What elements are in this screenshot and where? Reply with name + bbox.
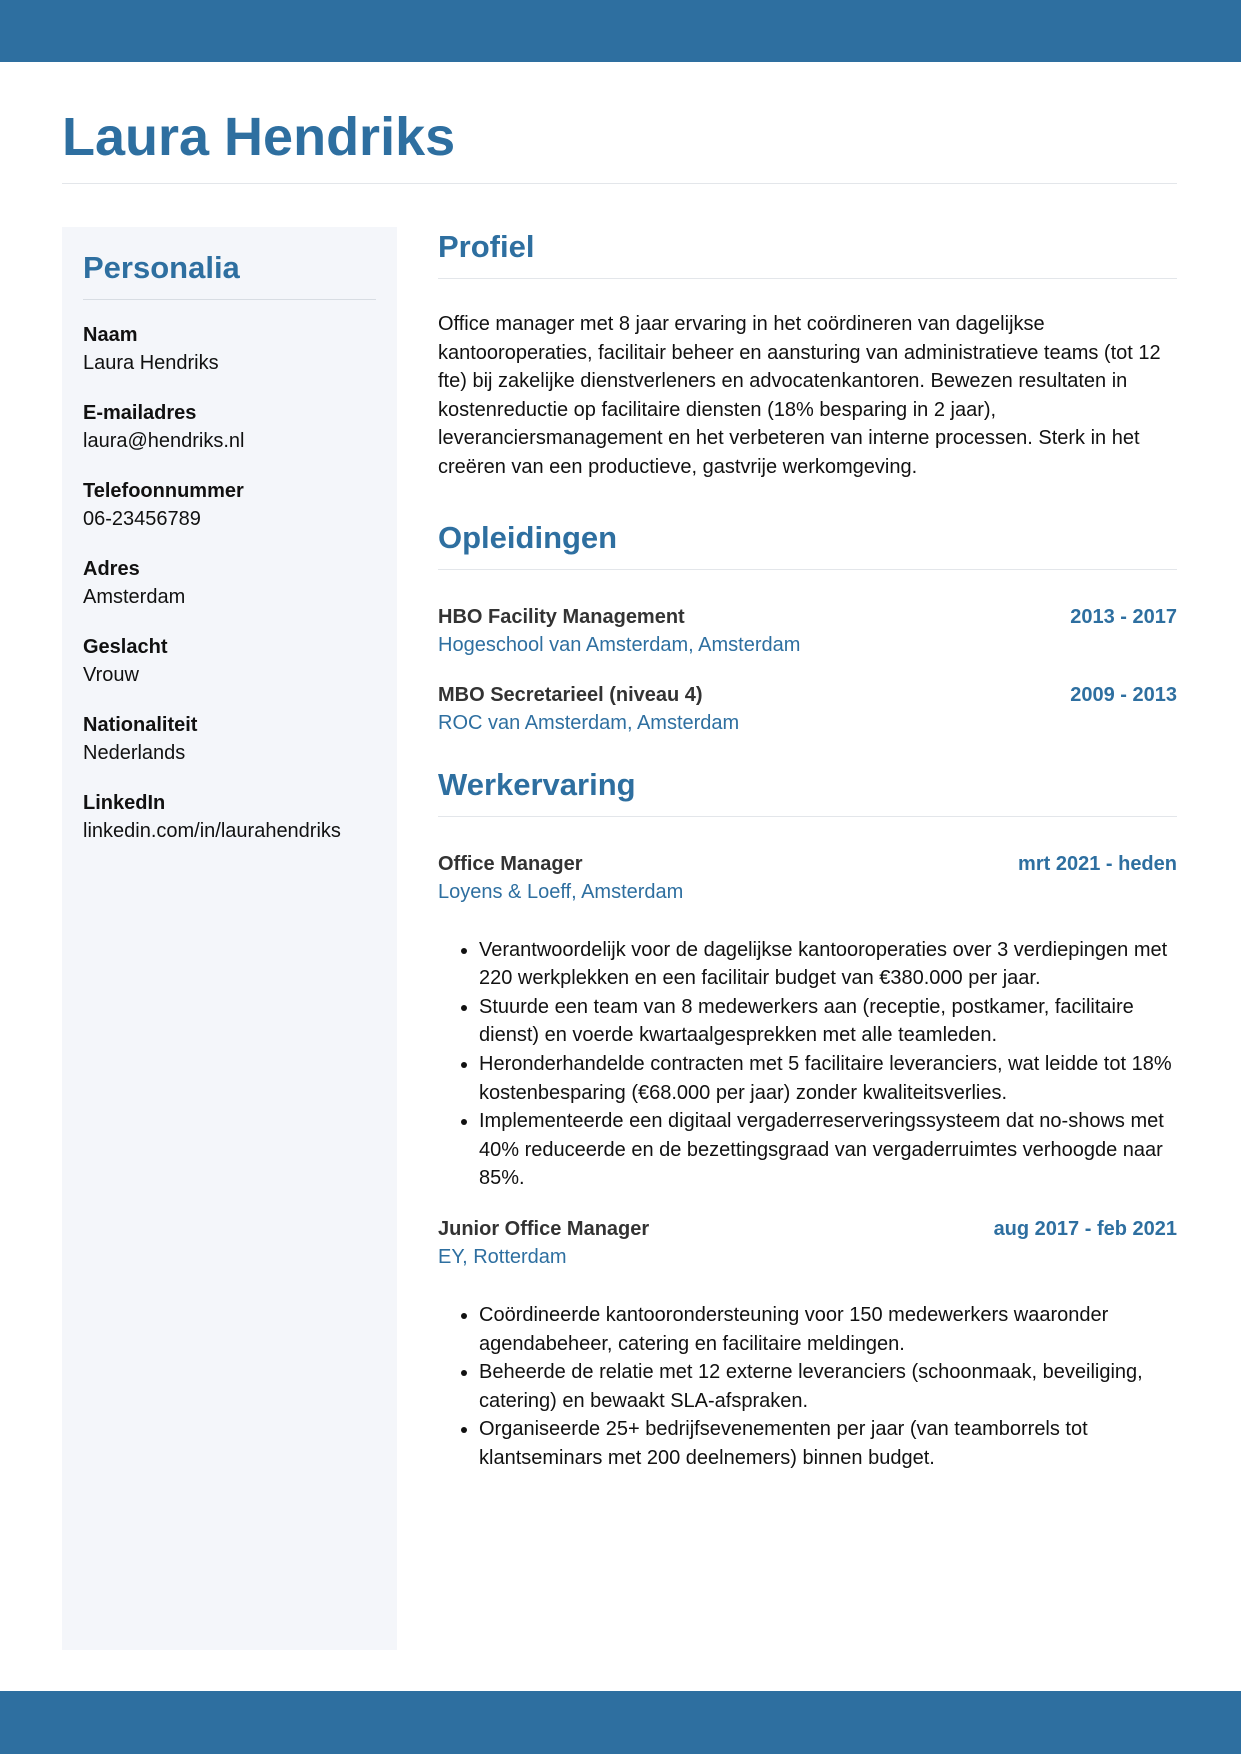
education-entry <box>438 603 1177 659</box>
job-bullet: • Implementeerde een digitaal vergaderreserveringssysteem dat no-shows met 40% reduceerde en de bezettingsgraad van vergaderruimtes verhoogde naar 85%. <box>479 1107 1177 1193</box>
job-employer: Loyens & Loeff, Amsterdam <box>438 880 684 903</box>
education-institution: ROC van Amsterdam, Amsterdam <box>438 711 740 734</box>
education-title: HBO Facility Management <box>438 605 685 628</box>
sidebar-heading: Personalia <box>83 250 240 285</box>
education-institution: Hogeschool van Amsterdam, Amsterdam <box>438 633 801 656</box>
sidebar <box>62 227 397 1650</box>
personal-item-email <box>83 399 383 477</box>
experience-list <box>438 850 1177 1473</box>
section-divider <box>438 569 1177 570</box>
job-entry <box>438 1215 1177 1473</box>
section-heading-opleidingen: Opleidingen <box>438 519 618 555</box>
personal-details-list <box>83 321 383 867</box>
education-list <box>438 603 1177 737</box>
job-title: Junior Office Manager <box>438 1217 650 1240</box>
personal-item-linkedin <box>83 789 383 867</box>
personal-item-address <box>83 555 383 633</box>
personal-item-phone <box>83 477 383 555</box>
profile-section <box>438 227 1177 482</box>
job-bullet: • Heronderhandelde contracten met 5 facilitaire leveranciers, wat leidde tot 18% kostenbesparing (€68.000 per jaar) zonder kwaliteitsverlies. <box>479 1050 1177 1107</box>
education-title: MBO Secretarieel (niveau 4) <box>438 683 703 706</box>
job-bullet-list <box>438 936 1177 1193</box>
main-content <box>438 227 1177 1494</box>
job-bullet: • Coördineerde kantoorondersteuning voor 150 medewerkers waaronder agendabeheer, catering en facilitaire meldingen. <box>479 1301 1177 1358</box>
section-heading-profiel: Profiel <box>438 229 535 264</box>
job-bullet: • Beheerde de relatie met 12 externe leveranciers (schoonmaak, beveiliging, catering) en bewaakt SLA-afspraken. <box>479 1358 1177 1415</box>
phone-value: 06-23456789 <box>83 508 201 530</box>
experience-section <box>438 765 1177 1473</box>
education-section <box>438 518 1177 737</box>
education-dates: 2009 - 2013 <box>1070 683 1177 706</box>
profile-text: Office manager met 8 jaar ervaring in het coördineren van dagelijkse kantooroperaties, facilitair beheer en aansturing van administratieve teams (tot 12 fte) bij zakelijke dienstverleners en advocatenkantoren. Bewezen resultaten in kostenreductie op facilitaire diensten (18% besparing in 2 jaar), leveranciersmanagement en het verbeteren van interne processen. Sterk in het creëren van een productieve, gastvrije werkomgeving. <box>438 313 1161 478</box>
job-title: Office Manager <box>438 852 583 875</box>
personal-value: Nederlands <box>83 742 186 764</box>
bottom-banner <box>0 1691 1241 1754</box>
personal-value: Amsterdam <box>83 586 186 608</box>
job-dates: mrt 2021 - heden <box>1018 852 1177 875</box>
email-value[interactable]: laura@hendriks.nl <box>83 430 245 452</box>
job-bullet: • Stuurde een team van 8 medewerkers aan (receptie, postkamer, facilitaire dienst) en voerde kwartaalgesprekken met alle teamleden. <box>479 993 1177 1050</box>
section-divider <box>438 816 1177 817</box>
personal-label: E-mailadres <box>83 402 197 424</box>
job-bullet: • Organiseerde 25+ bedrijfsevenementen per jaar (van teamborrels tot klantseminars met 200 deelnemers) binnen budget. <box>479 1415 1177 1472</box>
personal-label: Naam <box>83 324 138 346</box>
education-dates: 2013 - 2017 <box>1070 605 1177 628</box>
personal-value: Vrouw <box>83 664 139 686</box>
section-heading-werkervaring: Werkervaring <box>438 766 636 802</box>
job-employer: EY, Rotterdam <box>438 1245 567 1268</box>
education-entry <box>438 681 1177 737</box>
personal-item-nationality <box>83 711 383 789</box>
personal-value: Laura Hendriks <box>83 352 219 374</box>
personal-label: Nationaliteit <box>83 714 198 736</box>
personal-label: LinkedIn <box>83 792 166 814</box>
job-bullet-list <box>438 1301 1177 1473</box>
job-dates: aug 2017 - feb 2021 <box>993 1217 1177 1240</box>
job-bullet: • Verantwoordelijk voor de dagelijkse kantooroperaties over 3 verdiepingen met 220 werkplekken en een facilitair budget van €380.000 per jaar. <box>479 936 1177 993</box>
sidebar-divider <box>83 299 376 300</box>
personal-label: Geslacht <box>83 636 168 658</box>
personal-item-gender <box>83 633 383 711</box>
top-banner <box>0 0 1241 62</box>
linkedin-link[interactable]: linkedin.com/in/laurahendriks <box>83 820 341 842</box>
section-divider <box>438 278 1177 279</box>
personal-item-naam <box>83 321 383 399</box>
title-divider <box>62 183 1177 184</box>
personal-label: Adres <box>83 558 140 580</box>
job-entry <box>438 850 1177 1193</box>
personal-label: Telefoonnummer <box>83 480 244 502</box>
page-title: Laura Hendriks <box>62 107 456 167</box>
